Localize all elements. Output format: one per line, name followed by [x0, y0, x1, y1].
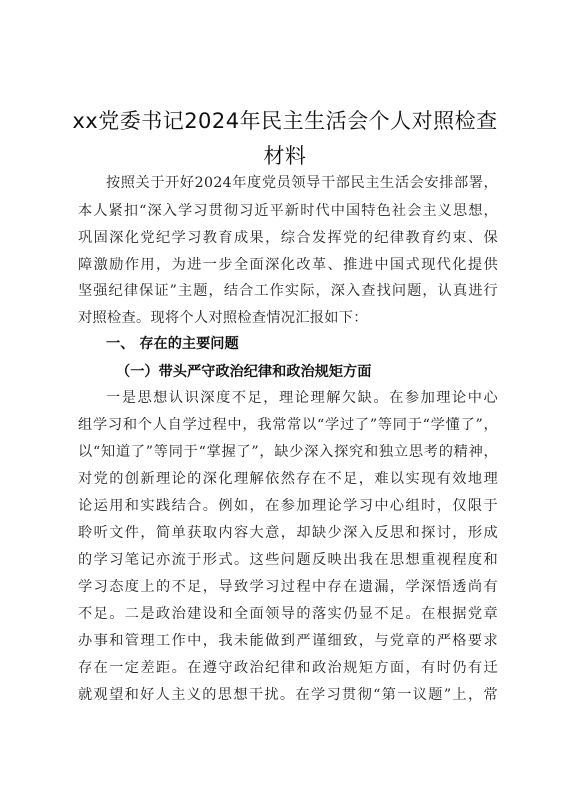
body-line: 不足。二是政治建设和全面领导的落实仍显不足。在根据党章: [78, 606, 498, 622]
body-line: 办事和管理工作中，我未能做到严谨细致，与党章的严格要求: [78, 633, 498, 649]
body-line: 聆听文件，简单获取内容大意，却缺少深入反思和探讨，形成: [78, 525, 498, 541]
body-line: 的学习笔记亦流于形式。这些问题反映出我在思想重视程度和: [78, 552, 498, 568]
intro-line: 障激励作用，为进一步全面深化改革、推进中国式现代化提供: [78, 257, 498, 273]
body-line: 存在一定差距。在遵守政治纪律和政治规矩方面，有时仍有迁: [78, 660, 498, 676]
document-title-line-2: 材料: [263, 144, 307, 168]
document-title-line-1: xx党委书记2024年民主生活会个人对照检查: [72, 109, 498, 133]
body-line: 论运用和实践结合。例如，在参加理论学习中心组时，仅限于: [78, 498, 498, 514]
subsection-heading: （一）带头严守政治纪律和政治规矩方面: [116, 364, 372, 380]
intro-line: 对照检查。现将个人对照检查情况汇报如下：: [78, 310, 368, 326]
body-line: 组学习和个人自学过程中，我常常以“学过了”等同于“学懂了”，: [78, 417, 498, 433]
intro-line: 本人紧扣“深入学习贯彻习近平新时代中国特色社会主义思想，: [78, 203, 498, 219]
intro-line: 按照关于开好2024年度党员领导干部民主生活会安排部署，: [106, 175, 498, 191]
intro-line: 坚强纪律保证”主题，结合工作实际，深入查找问题，认真进行: [78, 283, 498, 299]
section-heading: 一、 存在的主要问题: [106, 336, 239, 352]
body-line: 学习态度上的不足，导致学习过程中存在遗漏，学深悟透尚有: [78, 579, 498, 595]
body-line: 以“知道了”等同于“掌握了”，缺少深入探究和独立思考的精神，: [78, 444, 498, 460]
body-line: 就观望和好人主义的思想干扰。在学习贯彻“第一议题”上，常: [78, 687, 498, 703]
body-line: 一是思想认识深度不足，理论理解欠缺。在参加理论中心: [106, 390, 498, 406]
body-line: 对党的创新理论的深化理解依然存在不足，难以实现有效地理: [78, 471, 498, 487]
intro-line: 巩固深化党纪学习教育成果，综合发挥党的纪律教育约束、保: [78, 230, 498, 246]
